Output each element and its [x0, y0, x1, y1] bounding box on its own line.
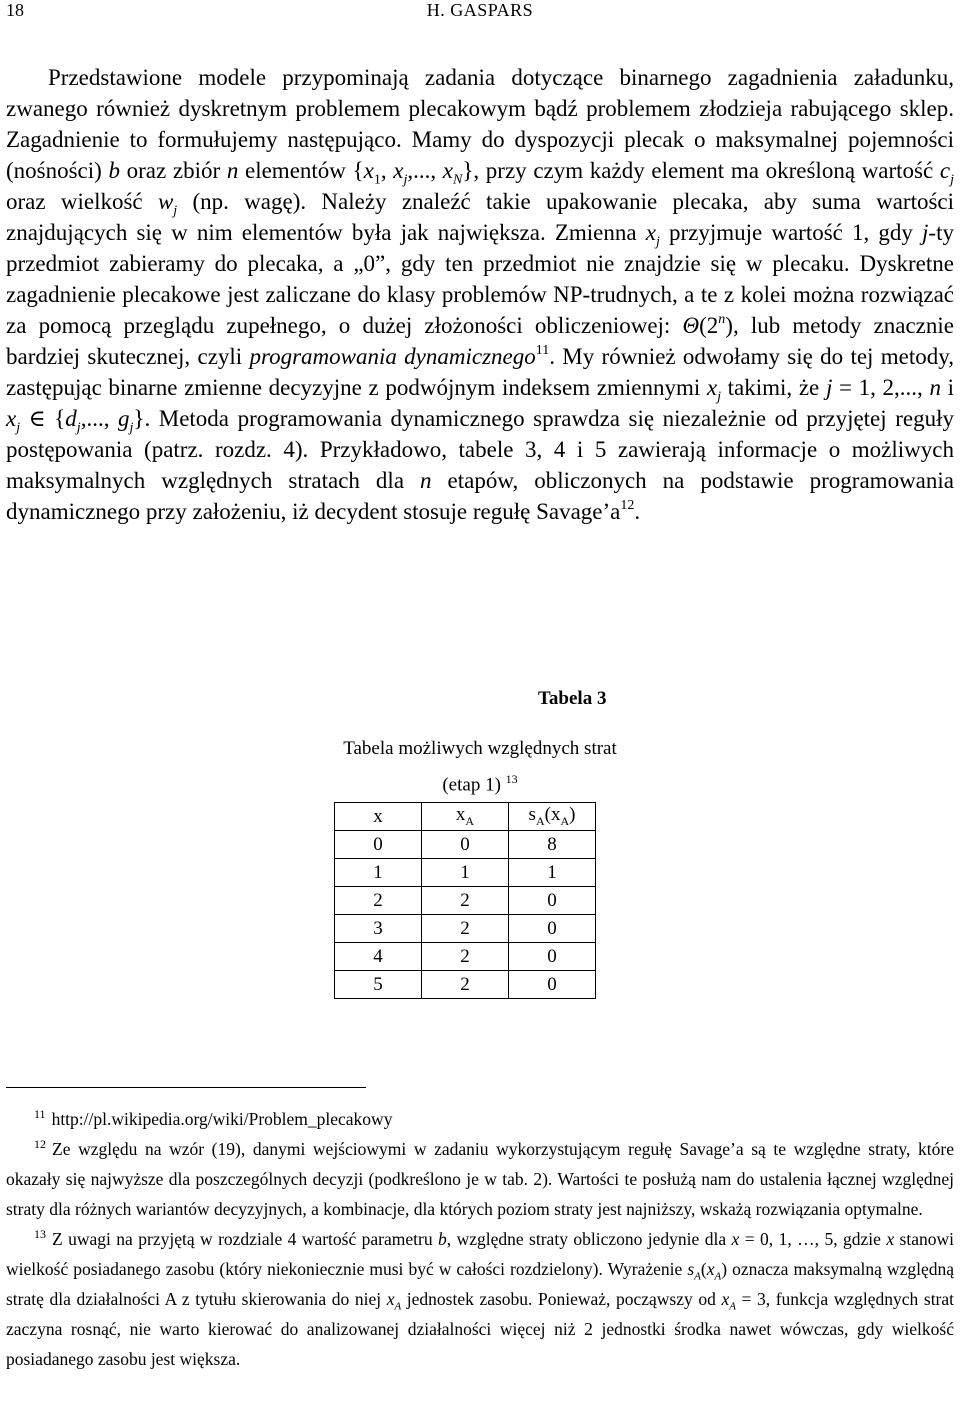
page-header [6, 0, 954, 24]
text-run: }, przy czym każdy element ma określoną wartość [462, 158, 940, 183]
text-run: ,..., [407, 158, 443, 183]
header-sa-close: ) [569, 804, 576, 826]
header-x [335, 803, 422, 831]
table-title-line1: Tabela możliwych względnych strat [343, 738, 617, 759]
subscript-j: j [129, 420, 134, 436]
table-title-stage: (etap 1) [442, 774, 501, 796]
table-cell: 1 [509, 859, 596, 887]
text-run: } [133, 406, 145, 431]
table-cell: 0 [509, 971, 596, 999]
subscript-a: A [694, 1270, 701, 1283]
table-cell: 2 [422, 887, 509, 915]
subscript-j: j [655, 234, 660, 250]
footnote-mark: 11 [34, 1107, 46, 1122]
var-b: b [108, 158, 120, 183]
superscript-n: n [718, 312, 726, 328]
text-run: = 1, 2,..., [832, 375, 930, 400]
var-x: x [706, 375, 718, 400]
losses-table [334, 802, 596, 999]
var-n: n [929, 375, 941, 400]
text-run: Przedstawione modele przypominają zadania dotyczące binarnego zagadnienia załadunku, zwanego również dyskretnym problemem plecakowym bądź problemem złodzieja rabującego sklep. Zagadnienie to formułujemy następująco. Mamy do dyspozycji plecak o maksymalnej pojemności (nośności) [6, 65, 954, 183]
table-cell: 0 [422, 831, 509, 859]
table-cell: 2 [422, 971, 509, 999]
var-x: x [706, 1259, 715, 1279]
footnote-13 [6, 1224, 954, 1374]
header-xa [422, 803, 509, 831]
var-d: d [65, 406, 77, 431]
table-row [335, 971, 596, 999]
var-c: c [939, 158, 951, 183]
footnote-ref-11: 11 [535, 343, 550, 359]
var-x: x [645, 220, 656, 245]
var-x: x [6, 406, 17, 431]
text-run: . Metoda programowania dynamicznego sprawdza się niezależnie od przyjętej reguły postępowania (patrz. rozdz. 4). Przykładowo, tabele 3, 4 i 5 zawierają informacje o możliwych maksymalnych względnych stratach dla [6, 406, 954, 493]
subscript-n: N [453, 172, 463, 188]
text-run: . [634, 499, 641, 524]
var-j: j [922, 220, 929, 245]
footnote-text: , względne straty obliczono jedynie dla [446, 1229, 732, 1249]
running-head-smallcaps: ASPARS [463, 0, 534, 20]
page-number: 18 [6, 0, 24, 20]
footnotes [6, 1104, 954, 1374]
table-cell: 5 [335, 971, 422, 999]
table-cell: 2 [335, 887, 422, 915]
var-x: x [386, 1289, 395, 1309]
var-g: g [118, 406, 130, 431]
var-x: x [721, 1289, 730, 1309]
var-w: w [157, 189, 174, 214]
table-title-line2 [300, 764, 660, 800]
text-run: ), lub metody znacznie bardziej skutecznej, czyli [6, 313, 954, 369]
subscript-a: A [729, 1300, 736, 1313]
table-cell: 1 [422, 859, 509, 887]
footnote-separator [6, 1087, 366, 1088]
text-run: elementów { [238, 158, 364, 183]
subscript-j: j [950, 172, 954, 188]
table-title [300, 734, 660, 800]
footnote-text: jednostek zasobu. Ponieważ, począwszy od [401, 1289, 722, 1309]
text-run: ∈ { [20, 406, 66, 431]
table-label: Tabela 3 [538, 688, 607, 709]
subscript-j: j [173, 203, 178, 219]
var-n: n [226, 158, 239, 183]
footnote-text: http://pl.wikipedia.org/wiki/Problem_plecakowy [51, 1109, 393, 1129]
header-sa-open: (x [544, 804, 561, 826]
var-n: n [420, 468, 432, 493]
main-paragraph [6, 62, 954, 527]
footnote-text: = 0, 1, …, 5, gdzie [739, 1229, 887, 1249]
subscript-j: j [76, 420, 81, 436]
footnote-text: ) oznacza maksymalną względną stratę dla działalności A z tytułu skierowania do niej [6, 1259, 954, 1309]
table-cell: 0 [509, 887, 596, 915]
italic-term: programowania dynamicznego [249, 344, 536, 369]
header-sa-base: s [528, 804, 536, 826]
footnote-text: stanowi wielkość posiadanego zasobu (który niekoniecznie musi być w całości rozdzielony). Wyrażenie [6, 1229, 954, 1279]
var-x: x [731, 1229, 740, 1249]
footnote-mark: 13 [34, 1227, 46, 1242]
table-cell: 1 [335, 859, 422, 887]
subscript-j: j [403, 172, 408, 188]
text-run: , [380, 158, 394, 183]
footnote-ref-12: 12 [620, 498, 635, 514]
running-head-initial: H. G [426, 0, 464, 20]
footnote-text: ( [700, 1259, 707, 1279]
text-run: oraz zbiór [119, 158, 227, 183]
table-cell: 4 [335, 943, 422, 971]
var-theta: Θ [682, 313, 700, 338]
subscript-j: j [16, 420, 21, 436]
table-cell: 3 [335, 915, 422, 943]
table-row [335, 887, 596, 915]
var-x: x [393, 158, 404, 183]
header-sa-sub2: A [560, 813, 570, 828]
subscript: 1 [373, 172, 381, 188]
table-row [335, 831, 596, 859]
footnote-text: Ze względu na wzór (19), danymi wejściowymi w zadaniu wykorzystującym regułę Savage’a są te względne straty, które okazały się najwyższe dla poszczególnych decyzji (podkreślono je w tab. 2). Wartości te posłużą nam do ustalenia łącznej względnej straty dla różnych wariantów decyzyjnych, a kombinacje, dla których poziom straty jest najniższy, wskażą rozwiązania optymalne. [6, 1139, 954, 1219]
text-run: -ty przedmiot zabieramy do plecaka, a „0”, gdy ten przedmiot nie znajdzie się w plecaku. Dyskretne zagadnienie plecakowe jest zaliczane do klasy problemów NP-trudnych, a te z kolei można rozwiązać za pomocą przeglądu zupełnego, o dużej złożoności obliczeniowej: [6, 220, 954, 338]
var-s: s [687, 1259, 695, 1279]
footnote-text: Z uwagi na przyjętą w rozdziale 4 wartość parametru [52, 1229, 439, 1249]
subscript-a: A [394, 1300, 402, 1313]
subscript-j: j [717, 389, 721, 405]
text-run: (np. wagę). Należy znaleźć takie upakowanie plecaka, aby suma wartości znajdujących się w nim elementów była jak największa. Zmienna [6, 189, 955, 245]
footnote-text: = 3, funkcja względnych strat zaczyna rosnąć, nie warto kierować do analizowanej działalności więcej niż 2 jednostki środka nawet wówczas, gdy wielkość posiadanego zasobu jest większa. [6, 1289, 955, 1369]
table-row [335, 943, 596, 971]
footnote-12 [6, 1134, 954, 1224]
running-head [6, 0, 954, 21]
var-x: x [886, 1229, 895, 1249]
subscript-a: A [714, 1270, 722, 1283]
header-xa-base: x [455, 804, 466, 826]
var-b: b [438, 1229, 447, 1249]
header-sa [509, 803, 596, 831]
header-sa-sub: A [535, 813, 545, 828]
footnote-mark: 12 [34, 1137, 46, 1152]
table-row [335, 859, 596, 887]
text-run: (2 [699, 313, 719, 338]
text-run: przyjmuje wartość 1, gdy [659, 220, 923, 245]
table-cell: 2 [422, 943, 509, 971]
text-run: i [940, 375, 955, 400]
text-run: . My również odwołamy się do tej metody, zastępując binarne zmienne decyzyjne z podwójnym indeksem zmiennymi [6, 344, 954, 400]
table-cell: 2 [422, 915, 509, 943]
table-cell: 0 [335, 831, 422, 859]
table-cell: 8 [509, 831, 596, 859]
header-xa-sub: A [465, 813, 475, 828]
table-cell: 0 [509, 943, 596, 971]
table-row [335, 915, 596, 943]
var-j: j [825, 375, 833, 400]
var-x: x [363, 158, 374, 183]
table-cell: 0 [509, 915, 596, 943]
footnote-ref-13: 13 [505, 772, 518, 786]
text-run: etapów, obliczonych na podstawie programowania dynamicznego przy założeniu, iż decydent stosuje regułę Savage’a [6, 468, 954, 524]
table-header-row [335, 803, 596, 831]
text-run: takimi, że [721, 375, 826, 400]
var-x: x [442, 158, 453, 183]
text-run: oraz wielkość [6, 189, 158, 214]
footnote-11 [6, 1104, 954, 1134]
header-x-label: x [373, 805, 383, 827]
body-paragraph [6, 62, 954, 527]
text-run: ,..., [80, 406, 118, 431]
